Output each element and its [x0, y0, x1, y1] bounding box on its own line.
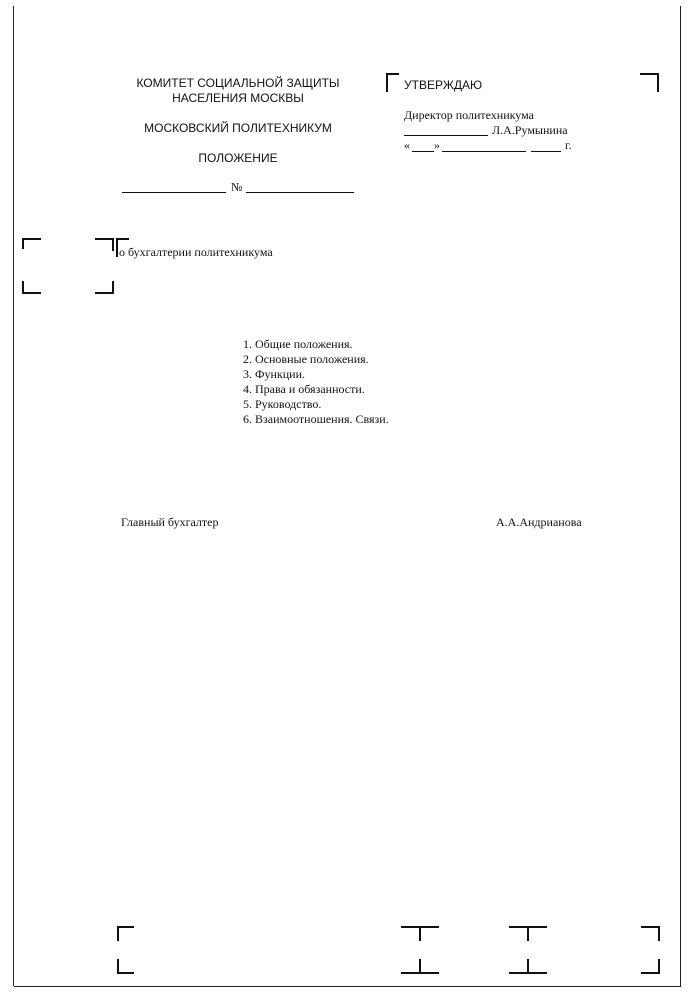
contents-item-6: 6. Взаимоотношения. Связи. — [243, 412, 389, 426]
approval-corner-left-mark — [386, 73, 400, 93]
number-sign: № — [231, 180, 243, 194]
approval-position: Директор политехникума — [404, 108, 534, 122]
stamp-corner-top-right-mark — [94, 238, 114, 252]
document-type: ПОЛОЖЕНИЕ — [198, 151, 278, 165]
approval-date-close-quote: » — [434, 138, 440, 152]
bottom-fold-mark-2 — [508, 926, 548, 974]
org-line-2: НАСЕЛЕНИЯ МОСКВЫ — [172, 91, 304, 105]
contents-item-1: 1. Общие положения. — [243, 337, 353, 351]
approval-day-line — [412, 151, 434, 152]
bottom-left-top-mark — [117, 926, 135, 942]
approval-title: УТВЕРЖДАЮ — [404, 78, 483, 92]
page-right-edge — [680, 6, 681, 986]
contents-item-5: 5. Руководство. — [243, 397, 322, 411]
approval-corner-right-mark — [639, 73, 659, 93]
document-subject: о бухгалтерии политехникума — [119, 245, 273, 259]
bottom-right-bottom-mark — [640, 958, 660, 974]
bottom-fold-mark-1 — [400, 926, 440, 974]
approval-date-open-quote: « — [404, 138, 410, 152]
stamp-corner-top-left-mark — [22, 238, 42, 250]
bottom-left-bottom-mark — [117, 958, 135, 974]
stamp-corner-bottom-left-mark — [22, 280, 42, 294]
date-line — [122, 192, 226, 193]
number-line — [246, 192, 354, 193]
page-bottom-edge — [14, 986, 681, 987]
director-signature-line — [404, 135, 488, 136]
approval-name: Л.А.Румынина — [492, 123, 568, 137]
contents-item-2: 2. Основные положения. — [243, 352, 369, 366]
bottom-right-top-mark — [640, 926, 660, 942]
institution-name: МОСКОВСКИЙ ПОЛИТЕХНИКУМ — [144, 121, 332, 135]
approval-year-line — [531, 151, 561, 152]
stamp-corner-bottom-right-mark — [94, 280, 114, 294]
org-line-1: КОМИТЕТ СОЦИАЛЬНОЙ ЗАЩИТЫ — [136, 76, 340, 90]
signature-position: Главный бухгалтер — [121, 515, 219, 529]
page-left-edge — [13, 6, 14, 986]
approval-month-line — [442, 151, 526, 152]
contents-item-3: 3. Функции. — [243, 367, 305, 381]
signature-name: А.А.Андрианова — [496, 515, 582, 529]
contents-item-4: 4. Права и обязанности. — [243, 382, 365, 396]
approval-year-suffix: г. — [565, 138, 572, 152]
